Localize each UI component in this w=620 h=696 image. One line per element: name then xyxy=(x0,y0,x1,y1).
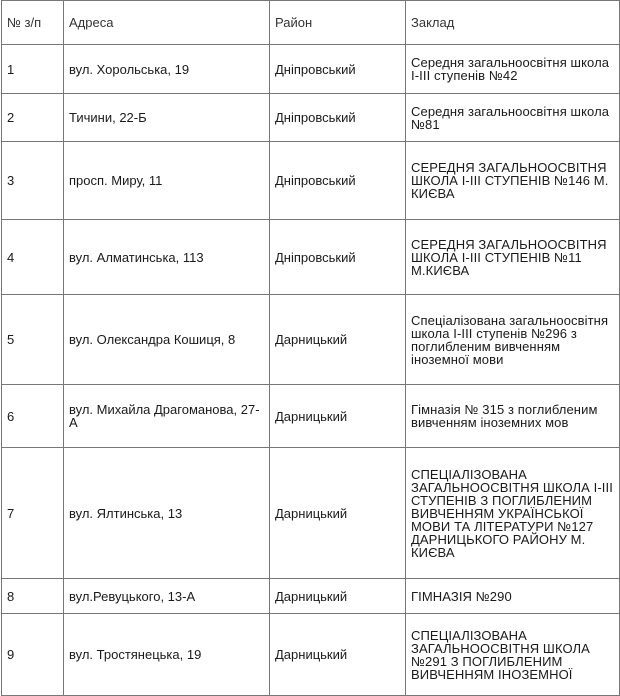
row-school: СПЕЦІАЛІЗОВАНА ЗАГАЛЬНООСВІТНЯ ШКОЛА №291 З ПОГЛИБЛЕНИМ ВИВЧЕННЯМ ІНОЗЕМНОЇ xyxy=(406,614,620,696)
row-number: 4 xyxy=(2,220,64,295)
row-address: вул. Михайла Драгоманова, 27-А xyxy=(64,385,270,448)
row-district: Дніпровський xyxy=(270,142,406,220)
table-row xyxy=(2,448,620,579)
table-header-row xyxy=(2,1,620,45)
table-row xyxy=(2,579,620,614)
table-row xyxy=(2,142,620,220)
row-school: Гімназія № 315 з поглибленим вивченням іноземних мов xyxy=(406,385,620,448)
row-district: Дарницький xyxy=(270,385,406,448)
table-row xyxy=(2,295,620,385)
row-number: 1 xyxy=(2,45,64,94)
row-district: Дарницький xyxy=(270,295,406,385)
row-number: 8 xyxy=(2,579,64,614)
row-number: 3 xyxy=(2,142,64,220)
row-number: 2 xyxy=(2,94,64,142)
table-row xyxy=(2,614,620,696)
header-school: Заклад xyxy=(406,1,620,45)
table-row xyxy=(2,220,620,295)
row-address: вул.Ревуцького, 13-А xyxy=(64,579,270,614)
row-address: просп. Миру, 11 xyxy=(64,142,270,220)
row-number: 6 xyxy=(2,385,64,448)
row-district: Дарницький xyxy=(270,448,406,579)
table-row xyxy=(2,385,620,448)
row-district: Дніпровський xyxy=(270,220,406,295)
row-school: ГІМНАЗІЯ №290 xyxy=(406,579,620,614)
row-address: вул. Ялтинська, 13 xyxy=(64,448,270,579)
row-school: Середня загальноосвітня школа І-ІІІ ступенів №42 xyxy=(406,45,620,94)
row-address: вул. Алматинська, 113 xyxy=(64,220,270,295)
header-address: Адреса xyxy=(64,1,270,45)
row-address: вул. Олександра Кошиця, 8 xyxy=(64,295,270,385)
row-number: 7 xyxy=(2,448,64,579)
schools-table xyxy=(1,0,620,696)
table-row xyxy=(2,94,620,142)
row-school: СЕРЕДНЯ ЗАГАЛЬНООСВІТНЯ ШКОЛА І-ІІІ СТУПЕНІВ №146 М. КИЄВА xyxy=(406,142,620,220)
row-school: СПЕЦІАЛІЗОВАНА ЗАГАЛЬНООСВІТНЯ ШКОЛА І-ІІІ СТУПЕНІВ З ПОГЛИБЛЕНИМ ВИВЧЕННЯМ УКРАЇНСЬКОЇ МОВИ ТА ЛІТЕРАТУРИ №127 ДАРНИЦЬКОГО РАЙОНУ М. КИЄВА xyxy=(406,448,620,579)
row-district: Дніпровський xyxy=(270,45,406,94)
row-number: 9 xyxy=(2,614,64,696)
header-district: Район xyxy=(270,1,406,45)
row-address: вул. Тростянецька, 19 xyxy=(64,614,270,696)
row-district: Дарницький xyxy=(270,579,406,614)
header-number: № з/п xyxy=(2,1,64,45)
row-school: Спеціалізована загальноосвітня школа І-ІІІ ступенів №296 з поглибленим вивченням іноземної мови xyxy=(406,295,620,385)
row-district: Дніпровський xyxy=(270,94,406,142)
row-school: Середня загальноосвітня школа №81 xyxy=(406,94,620,142)
row-address: Тичини, 22-Б xyxy=(64,94,270,142)
row-address: вул. Хорольська, 19 xyxy=(64,45,270,94)
row-number: 5 xyxy=(2,295,64,385)
table-row xyxy=(2,45,620,94)
row-school: СЕРЕДНЯ ЗАГАЛЬНООСВІТНЯ ШКОЛА І-ІІІ СТУПЕНІВ №11 М.КИЄВА xyxy=(406,220,620,295)
row-district: Дарницький xyxy=(270,614,406,696)
